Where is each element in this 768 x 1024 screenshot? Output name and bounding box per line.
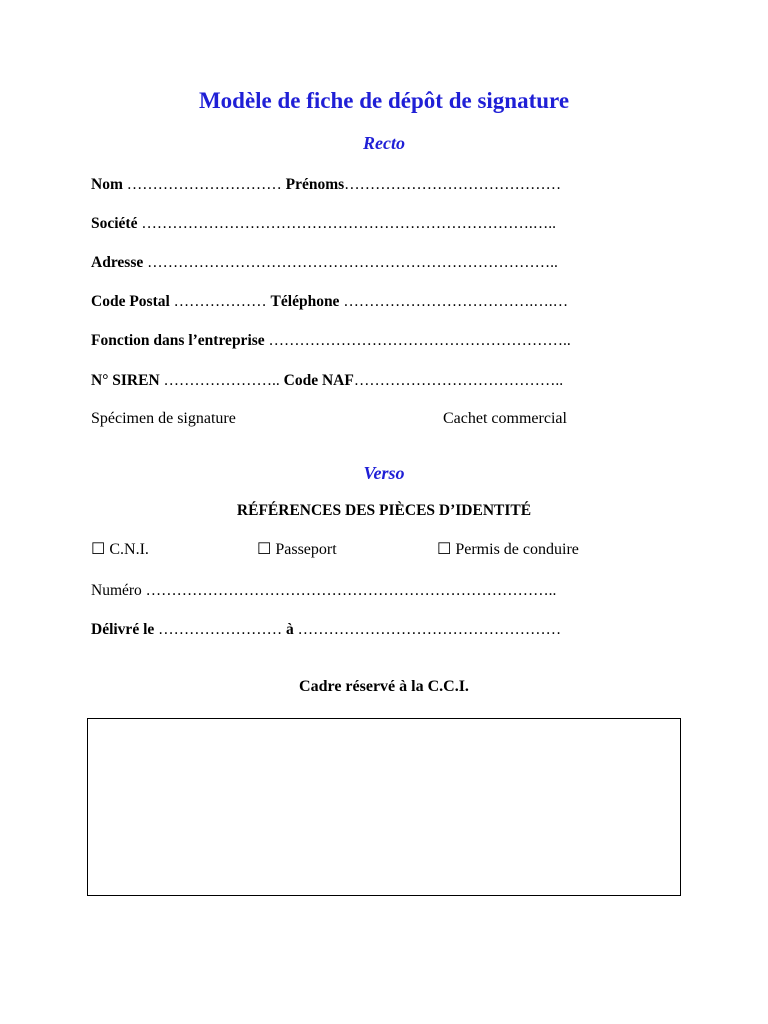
passeport-checkbox[interactable]: ☐ — [257, 541, 272, 558]
code-postal-row — [91, 294, 568, 310]
cni-label: C.N.I. — [109, 541, 149, 558]
siren-row — [91, 373, 563, 389]
nom-label: Nom — [91, 176, 123, 193]
verso-heading: Verso — [363, 463, 405, 483]
recto-heading: Recto — [363, 133, 405, 153]
cni-option[interactable] — [91, 542, 149, 558]
code-postal-label: Code Postal — [91, 293, 170, 310]
delivre-field[interactable]: …………………… — [158, 621, 283, 638]
permis-label: Permis de conduire — [455, 541, 579, 558]
id-references-heading: RÉFÉRENCES DES PIÈCES D’IDENTITÉ — [236, 502, 532, 519]
a-label: à — [286, 621, 294, 638]
numero-field[interactable]: …………………………………………………………………….. — [145, 582, 557, 599]
naf-field[interactable]: ………………………………….. — [353, 372, 564, 389]
fonction-row — [91, 333, 571, 349]
numero-label: Numéro — [91, 582, 142, 599]
naf-label: Code NAF — [283, 372, 354, 389]
passeport-label: Passeport — [275, 541, 337, 558]
code-postal-field[interactable]: ……………… — [173, 293, 267, 310]
siren-label: N° SIREN — [91, 372, 160, 389]
nom-field[interactable]: ………………………… — [126, 176, 282, 193]
societe-field[interactable]: ………………………………………………………………….….. — [141, 215, 556, 232]
telephone-field[interactable]: ……………………………….….… — [343, 293, 569, 310]
cachet-commercial-label: Cachet commercial — [443, 410, 567, 427]
adresse-label: Adresse — [91, 254, 144, 271]
societe-row — [91, 216, 556, 232]
delivre-label: Délivré le — [91, 621, 155, 638]
nom-row — [91, 177, 561, 193]
cci-reserved-frame — [87, 718, 681, 896]
passeport-option[interactable] — [257, 542, 337, 558]
societe-label: Société — [91, 215, 138, 232]
cci-heading: Cadre réservé à la C.C.I. — [299, 678, 469, 695]
siren-field[interactable]: ………………….. — [163, 372, 280, 389]
prenoms-field[interactable]: …………………………………… — [344, 176, 562, 193]
fonction-field[interactable]: ………………………………………………….. — [268, 332, 571, 349]
prenoms-label: Prénoms — [285, 176, 345, 193]
delivre-row — [91, 622, 561, 638]
telephone-label: Téléphone — [270, 293, 340, 310]
a-field[interactable]: …………………………………………… — [297, 621, 562, 638]
fonction-label: Fonction dans l’entreprise — [91, 332, 265, 349]
adresse-row — [91, 255, 558, 271]
adresse-field[interactable]: …………………………………………………………………….. — [147, 254, 558, 271]
specimen-signature-label: Spécimen de signature — [91, 410, 236, 427]
permis-option[interactable] — [437, 542, 579, 558]
permis-checkbox[interactable]: ☐ — [437, 541, 452, 558]
page-title: Modèle de fiche de dépôt de signature — [198, 88, 570, 113]
cni-checkbox[interactable]: ☐ — [91, 541, 106, 558]
numero-row — [91, 583, 556, 599]
